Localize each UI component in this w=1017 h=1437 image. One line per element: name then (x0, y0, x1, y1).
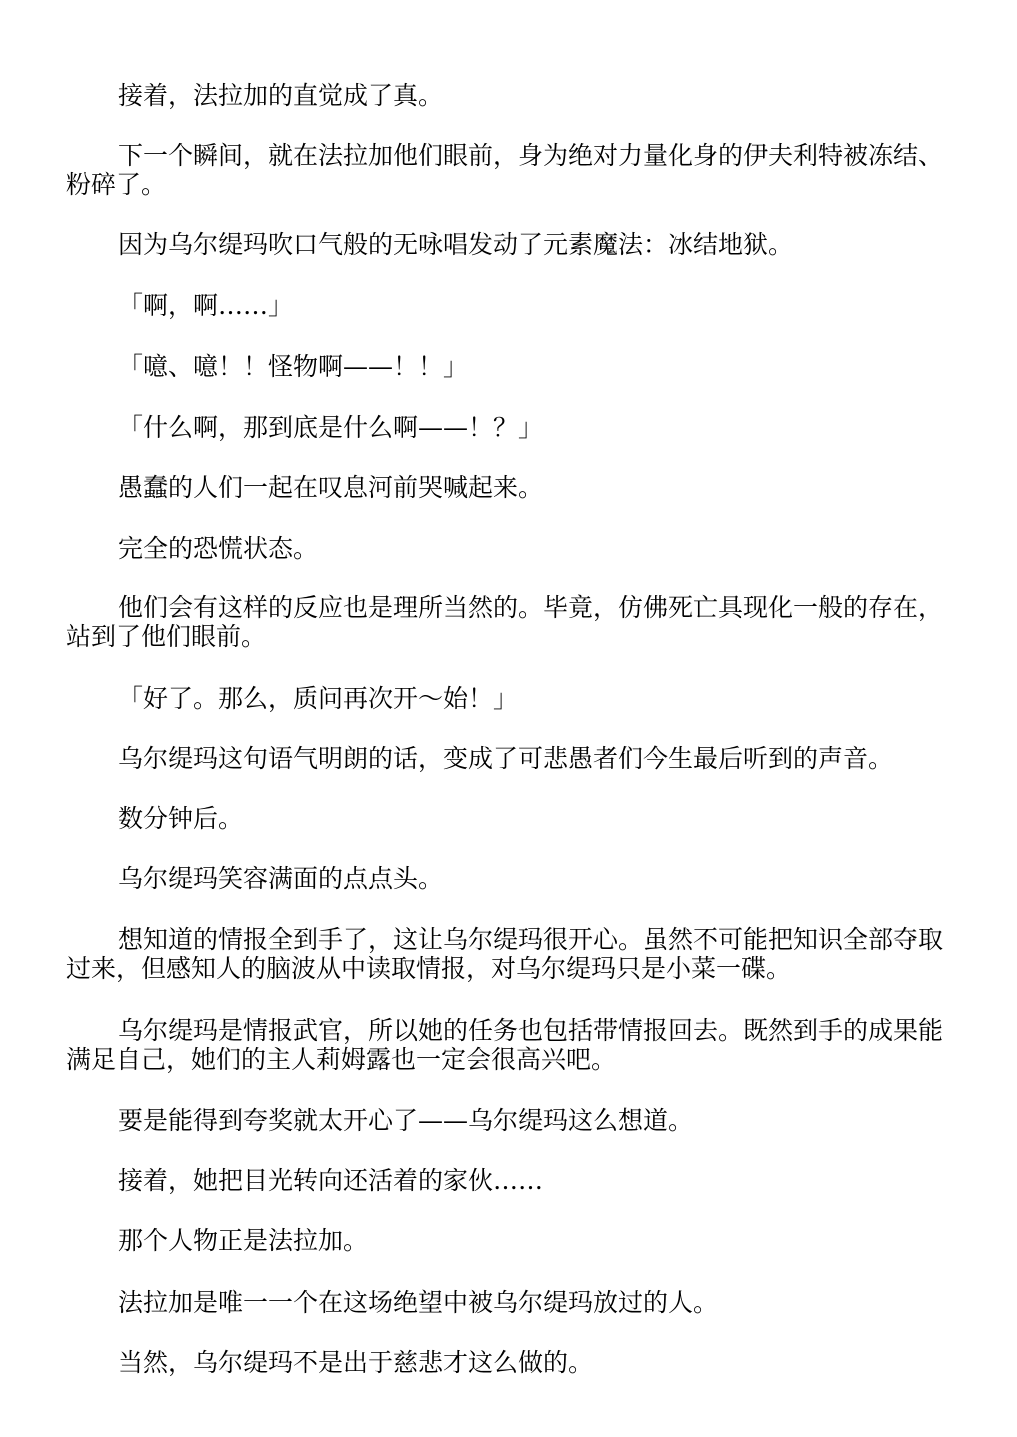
paragraph: 接着，她把目光转向还活着的家伙…… (118, 1166, 544, 1195)
paragraph: 下一个瞬间，就在法拉加他们眼前，身为绝对力量化身的伊夫利特被冻结、粉碎了。 (66, 141, 944, 199)
paragraph: 因为乌尔缇玛吹口气般的无咏唱发动了元素魔法：冰结地狱。 (118, 230, 794, 259)
paragraph: 愚蠢的人们一起在叹息河前哭喊起来。 (118, 473, 544, 502)
paragraph: 「什么啊，那到底是什么啊——！？」 (118, 413, 544, 442)
paragraph: 接着，法拉加的直觉成了真。 (118, 81, 444, 110)
paragraph: 「噫、噫！！怪物啊——！！」 (118, 352, 469, 381)
paragraph: 乌尔缇玛这句语气明朗的话，变成了可悲愚者们今生最后听到的声音。 (118, 744, 894, 773)
paragraph: 完全的恐慌状态。 (118, 534, 319, 563)
paragraph: 想知道的情报全到手了，这让乌尔缇玛很开心。虽然不可能把知识全部夺取过来，但感知人的脑波从中读取情报，对乌尔缇玛只是小菜一碟。 (66, 925, 944, 983)
paragraph: 那个人物正是法拉加。 (118, 1226, 369, 1255)
paragraph: 法拉加是唯一一个在这场绝望中被乌尔缇玛放过的人。 (118, 1288, 719, 1317)
paragraph: 乌尔缇玛笑容满面的点点头。 (118, 864, 444, 893)
paragraph: 要是能得到夸奖就太开心了——乌尔缇玛这么想道。 (118, 1106, 694, 1135)
paragraph: 他们会有这样的反应也是理所当然的。毕竟，仿佛死亡具现化一般的存在，站到了他们眼前。 (66, 593, 944, 651)
paragraph: 「好了。那么，质问再次开～始！」 (118, 684, 519, 713)
paragraph: 当然，乌尔缇玛不是出于慈悲才这么做的。 (118, 1348, 594, 1377)
paragraph: 数分钟后。 (118, 804, 244, 833)
paragraph: 乌尔缇玛是情报武官，所以她的任务也包括带情报回去。既然到手的成果能满足自己，她们的主人莉姆露也一定会很高兴吧。 (66, 1016, 944, 1074)
paragraph: 「啊，啊……」 (118, 291, 294, 320)
